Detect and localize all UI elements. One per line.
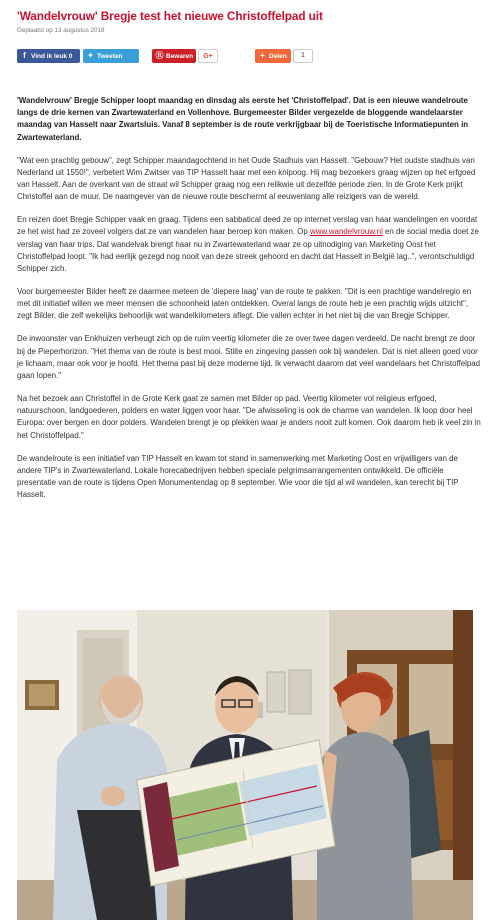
wandelvrouw-link[interactable]: www.wandelvrouw.nl xyxy=(310,227,383,237)
publish-date: Geplaatst op 13 augustus 2018 xyxy=(17,27,105,34)
paragraph: Voor burgemeester Bilder heeft ze daarmee meteen de 'diepere laag' van de route te pakken. "Dit is een prachtige wandelregio en met dit initiatief willen we meer mensen die schoonheid laten ontdekken. Overal langs de route heb je een prachtig wijds uitzicht", zegt Bilder, die zelf wekelijks behoorlijk wat wandelkilometers aflegt. Die vallen echter in het niet bij die van Bregje Schipper. xyxy=(17,287,472,321)
paragraph: Na het bezoek aan Christoffel in de Grote Kerk gaat ze samen met Bilder op pad. Veertig kilometer vol religieus erfgoed, natuurschoon, landgoederen, polders en water liggen voor haar. "De afwisseling is ook de charme van wandelen. Ik loop door heel Europa: over bergen en door polders. Wandelen brengt je op plekken waar je anders nooit zult komen. Ook daarom heb ik veel zin in het Christoffelpad." xyxy=(17,394,481,440)
paragraph xyxy=(17,214,483,275)
googleplus-label: G+ xyxy=(203,53,213,60)
facebook-icon: f xyxy=(23,51,26,60)
photo-illustration xyxy=(17,610,473,920)
lead-paragraph: 'Wandelvrouw' Bregje Schipper loopt maandag en dinsdag als eerste het 'Christoffelpad'. Dat is een nieuwe wandelroute langs de drie kernen van Zwartewaterland en Vollenhove. Burgemeester Bilder vergezelde de bloggende wandelaarster maandag van Hasselt naar Zwartsluis. Vanaf 8 september is de route verkrijgbaar bij de Toeristische Informatiepunten in Zwartewaterland. xyxy=(17,96,469,142)
paragraph: De wandelroute is een initiatief van TIP Hasselt en kwam tot stand in samenwerking met Marketing Oost en vrijwilligers van de andere TIP's in Zwartewaterland. Lokale horecabedrijven hebben speciale pelgrimsarrangementen ontwikkeld. De officiële presentatie van de route is tijdens Open Monumentendag op 8 september. Wie voor die tijd al wil wandelen, kan terecht bij TIP Hasselt. xyxy=(17,453,459,500)
share-label: Delen xyxy=(269,53,287,60)
twitter-icon: ✦ xyxy=(87,51,94,60)
pinterest-save-button[interactable] xyxy=(152,49,196,63)
tweet-label: Tweeten xyxy=(97,53,123,60)
share-icon: + xyxy=(260,51,265,60)
paragraph: "Wat een prachtig gebouw", zegt Schipper maandagochtend in het Oude Stadhuis van Hasselt. "Gebouw? Het oudste stadhuis van Nederland uit 1550!", verbetert Wim Zwitser van TIP Hasselt haar met een knipoog. Hij mag bezoekers graag wijzen op het erfgoed van Hasselt. Aan de overkant van de straat wil Schipper graag nog een relikwie uit dezelfde periode zien. In de Grote Kerk prijkt Christoffel aan de muur. De naamgever van de nieuwe route beschermt al eeuwenlang alle reizigers van de wereld. xyxy=(17,155,476,202)
paragraph-text: en de social media doet ze verslag van haar trips. Dat wandelvak brengt haar nu in Zwartewaterland waar ze op uitnodiging van Marketing Oost het Christoffelpad loopt. "Ik had eerlijk gezegd nog nooit van deze streek gehoord en dacht dat Hasselt in België lag..", verontschuldigd Schipper zich. xyxy=(17,227,479,274)
pinterest-icon: Ⓡ xyxy=(155,51,164,60)
article-body xyxy=(17,95,483,512)
share-button[interactable] xyxy=(255,49,291,63)
share-count: 1 xyxy=(293,49,313,63)
googleplus-button[interactable] xyxy=(198,49,218,63)
tweet-button[interactable] xyxy=(83,49,139,63)
facebook-like-button[interactable] xyxy=(17,49,80,63)
pinterest-label: Bewaren xyxy=(166,53,194,60)
article-photo xyxy=(17,610,473,920)
share-bar xyxy=(17,49,497,64)
paragraph: De inwoonster van Enkhuizen verheugt zich op de ruim veertig kilometer die ze over twee dagen verdeeld. De nacht brengt ze door bij de Pieperhorizon. "Het thema van de route is best mooi. Stilte en zingeving passen ook bij wandelen. Dat is niet alleen goed voor je lichaam, maar ook voor je hoofd. Het thema past bij deze moderne tijd. Ik verwacht daarom dat veel wandelaars het Christoffelpad gaan lopen." xyxy=(17,334,481,381)
paragraph-text: En reizen doet Bregje Schipper vaak en graag. Tijdens een sabbatical deed ze op internet verslag van haar wandelingen en voordat ze het wist had ze zoveel volgers dat ze van wandelen haar beroep kon maken. Op xyxy=(17,215,478,237)
facebook-like-label: Vind ik leuk 0 xyxy=(31,53,73,60)
article-title: 'Wandelvrouw' Bregje test het nieuwe Christoffelpad uit xyxy=(17,9,323,23)
